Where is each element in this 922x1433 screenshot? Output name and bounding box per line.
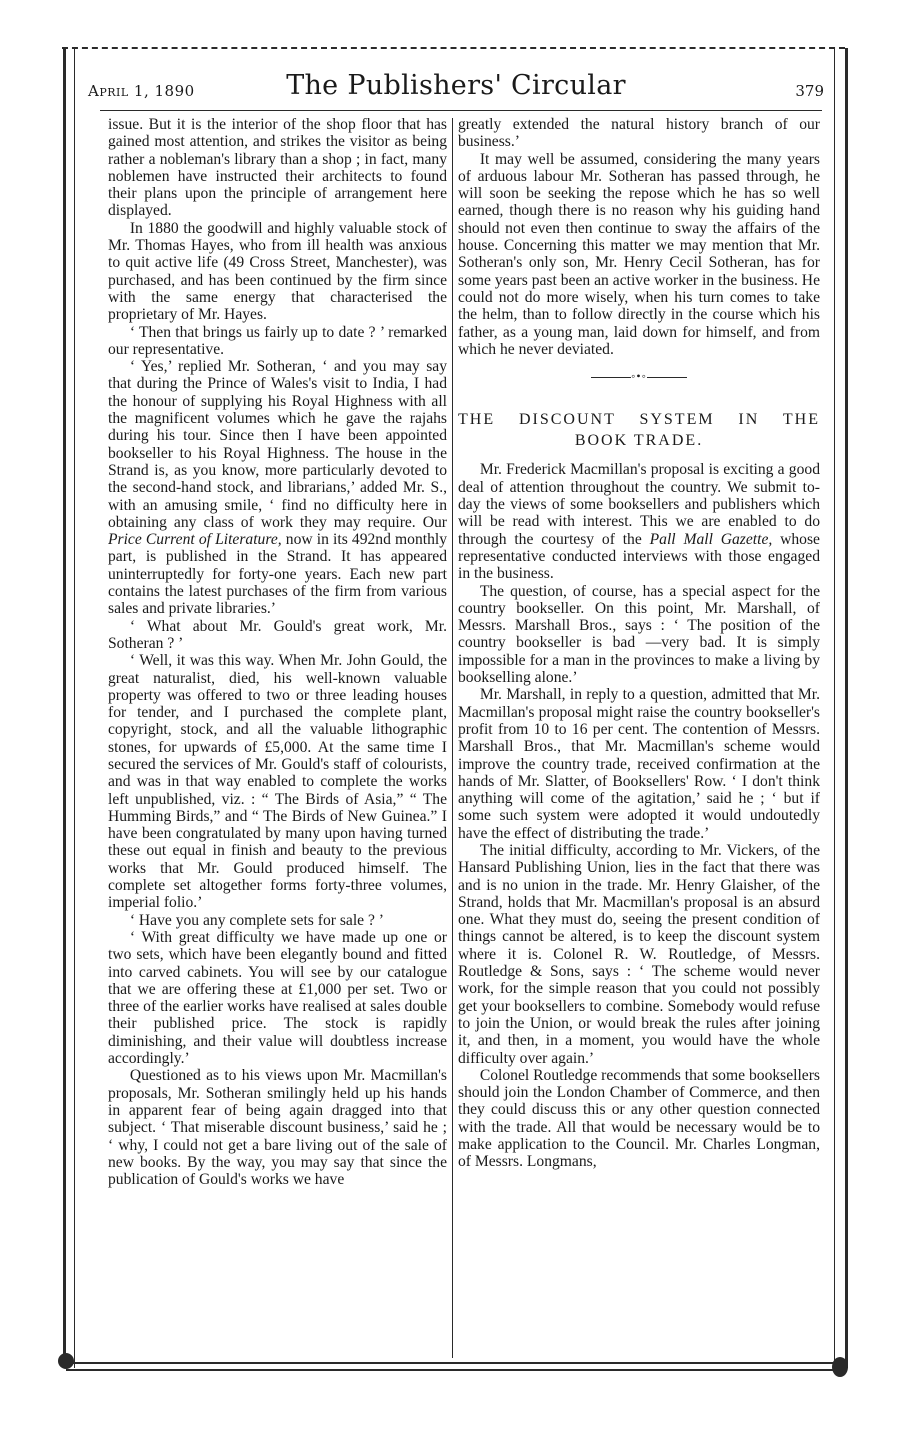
paragraph: ‘ Then that brings us fairly up to date ? ’ remarked our representative. xyxy=(108,323,447,358)
ink-blot-icon xyxy=(832,1357,848,1377)
section-separator: ◦•◦ xyxy=(458,368,820,385)
paragraph: In 1880 the goodwill and highly valuable stock of Mr. Thomas Hayes, who from ill health was anxious to quit active life (49 Cross Street, Manchester), was purchased, and has been continued by the firm since with the same energy that characterised the proprietary of Mr. Hayes. xyxy=(108,219,447,324)
paragraph-text: Mr. Frederick Macmillan's proposal is exciting a good deal of attention throughout the country. We submit to-day the views of some booksellers and publishers which will be read with interest. This we are enabled to do through the courtesy of the xyxy=(458,461,820,548)
paragraph-text: ‘ Yes,’ replied Mr. Sotheran, ‘ and you may say that during the Prince of Wales's visit to India, I had the honour of supplying his Royal Highness with all the magnificent volumes which he gave the rajahs during his tour. Since then I have been appointed bookseller to his Royal Highness. The house in the Strand is, as you know, more particularly devoted to the second-hand stock, and librarians,’ added Mr. S., with an amusing smile, ‘ find no difficulty here in obtaining any class of work they may require. Our xyxy=(108,358,447,531)
italic-title: Pall Mall Gazette, xyxy=(649,530,773,548)
paragraph: It may well be assumed, considering the many years of arduous labour Mr. Sotheran has passed through, he will soon be seeking the repose which he has so well earned, though there is no reason why his guiding hand should not even then continue to sway the affairs of the house. Concerning this matter we may mention that Mr. Sotheran's only son, Mr. Henry Cecil Sotheran, has for some years past been an active worker in the business. He could not do more wisely, when his turn comes to take the helm, than to follow directly in the course which his father, as a young man, laid down for himself, and from which he never deviated. xyxy=(458,150,820,358)
header-rule xyxy=(100,110,822,111)
paragraph-text: whose representative conducted interviews with those engaged in the business. xyxy=(458,530,820,583)
page-header xyxy=(88,68,824,108)
italic-title: Price Current of Literature, xyxy=(108,531,282,549)
paragraph: issue. But it is the interior of the shop floor that has gained most attention, and strikes the visitor as being rather a nobleman's library than a shop ; in fact, many noblemen have instructed their architects to found their plans upon the principle of arrangement here displayed. xyxy=(108,116,447,220)
paragraph xyxy=(458,461,820,582)
page-number: 379 xyxy=(795,82,824,100)
section-heading-line: THE DISCOUNT SYSTEM IN THE xyxy=(458,411,820,429)
issue-date: April 1, 1890 xyxy=(88,82,195,100)
page-frame-right-rule xyxy=(834,48,848,1368)
right-column xyxy=(458,116,820,1356)
separator-rule xyxy=(647,377,687,378)
paragraph: Mr. Marshall, in reply to a question, admitted that Mr. Macmillan's proposal might raise the country bookseller's profit from 10 to 16 per cent. The contention of Messrs. Marshall Bros., that Mr. Macmillan's scheme would improve the country trade, received confirmation at the hands of Mr. Slatter, of Booksellers' Row. ‘ I don't think anything will come of the agitation,’ said he ; ‘ but if some such system were adopted it would undoutedly have the effect of distributing the trade.’ xyxy=(458,686,820,842)
paragraph: Questioned as to his views upon Mr. Macmillan's proposals, Mr. Sotheran smilingly held up his hands in apparent fear of being again dragged into that subject. ‘ That miserable discount business,’ said he ; ‘ why, I could not get a bare living out of the sale of new books. By the way, you may say that since the publication of Gould's works we have xyxy=(108,1067,447,1189)
paragraph: The question, of course, has a special aspect for the country bookseller. On this point, Mr. Marshall, of Messrs. Marshall Bros., says : ‘ The position of the country bookseller is bad —very bad. It is simply impossible for a man in the provinces to make a living by bookselling alone.’ xyxy=(458,582,820,687)
separator-rule xyxy=(591,377,631,378)
page-frame-left-rule xyxy=(63,48,75,1368)
paragraph: ‘ Well, it was this way. When Mr. John Gould, the great naturalist, died, his well-known valuable property was offered to two or three leading houses for tender, and I purchased the complete plant, copyright, stock, and all the valuable lithographic stones, for upwards of £5,000. At the same time I secured the services of Mr. Gould's staff of colourists, and was in that way enabled to complete the works left unpublished, viz. : “ The Birds of Asia,” “ The Humming Birds,” and “ The Birds of New Guinea.” I have been congratulated by many upon having turned these out equal in finish and beauty to the previous works that Mr. Gould produced himself. The complete set altogether forms forty-three volumes, imperial folio.’ xyxy=(108,652,447,912)
paragraph xyxy=(108,358,447,617)
section-heading-line: BOOK TRADE. xyxy=(574,432,704,450)
page-frame-bottom-rule xyxy=(66,1362,842,1371)
left-column xyxy=(108,116,447,1356)
paragraph: greatly extended the natural history branch of our business.’ xyxy=(458,116,820,151)
paragraph: Colonel Routledge recommends that some booksellers should join the London Chamber of Commerce, and then they could discuss this or any other question connected with the trade. All that would be necessary would be to make application to the Council. Mr. Charles Longman, of Messrs. Longmans, xyxy=(458,1066,820,1171)
corner-ornament-icon xyxy=(58,1353,74,1369)
paragraph: ‘ Have you any complete sets for sale ? ’ xyxy=(129,911,384,929)
paragraph: The initial difficulty, according to Mr. Vickers, of the Hansard Publishing Union, lies in the fact that there was and is no union in the trade. Mr. Henry Glaisher, of the Strand, holds that Mr. Macmillan's proposal is an absurd one. What they must do, seeing the present condition of things cannot be altered, is to keep the discount system where it is. Colonel R. W. Routledge, of Messrs. Routledge & Sons, says : ‘ The scheme would never work, for the simple reason that you could not possibly get your booksellers to combine. Somebody would refuse to join the Union, or would break the rules after joining it, and then, in a moment, you would have the whole difficulty over again.’ xyxy=(458,841,820,1067)
paragraph-text: now in its 492nd monthly part, is published in the Strand. It has appeared uninterruptedly for forty-one years. Each new part contains the latest purchases of the firm from various sales and private libraries.’ xyxy=(108,531,447,618)
column-divider xyxy=(452,118,453,1358)
section-heading xyxy=(458,409,820,451)
publication-title: The Publishers' Circular xyxy=(286,70,626,101)
paragraph: ‘ With great difficulty we have made up one or two sets, which have been elegantly bound and fitted into carved cabinets. You will see by our catalogue that we are offering these at £1,000 per set. Two or three of the earlier works have realised at sales double their published price. The stock is rapidly diminishing, and their value will doubtless increase accordingly.’ xyxy=(108,928,447,1068)
paragraph: ‘ What about Mr. Gould's great work, Mr. Sotheran ? ’ xyxy=(108,617,447,652)
page-frame-top-rule xyxy=(62,47,845,49)
